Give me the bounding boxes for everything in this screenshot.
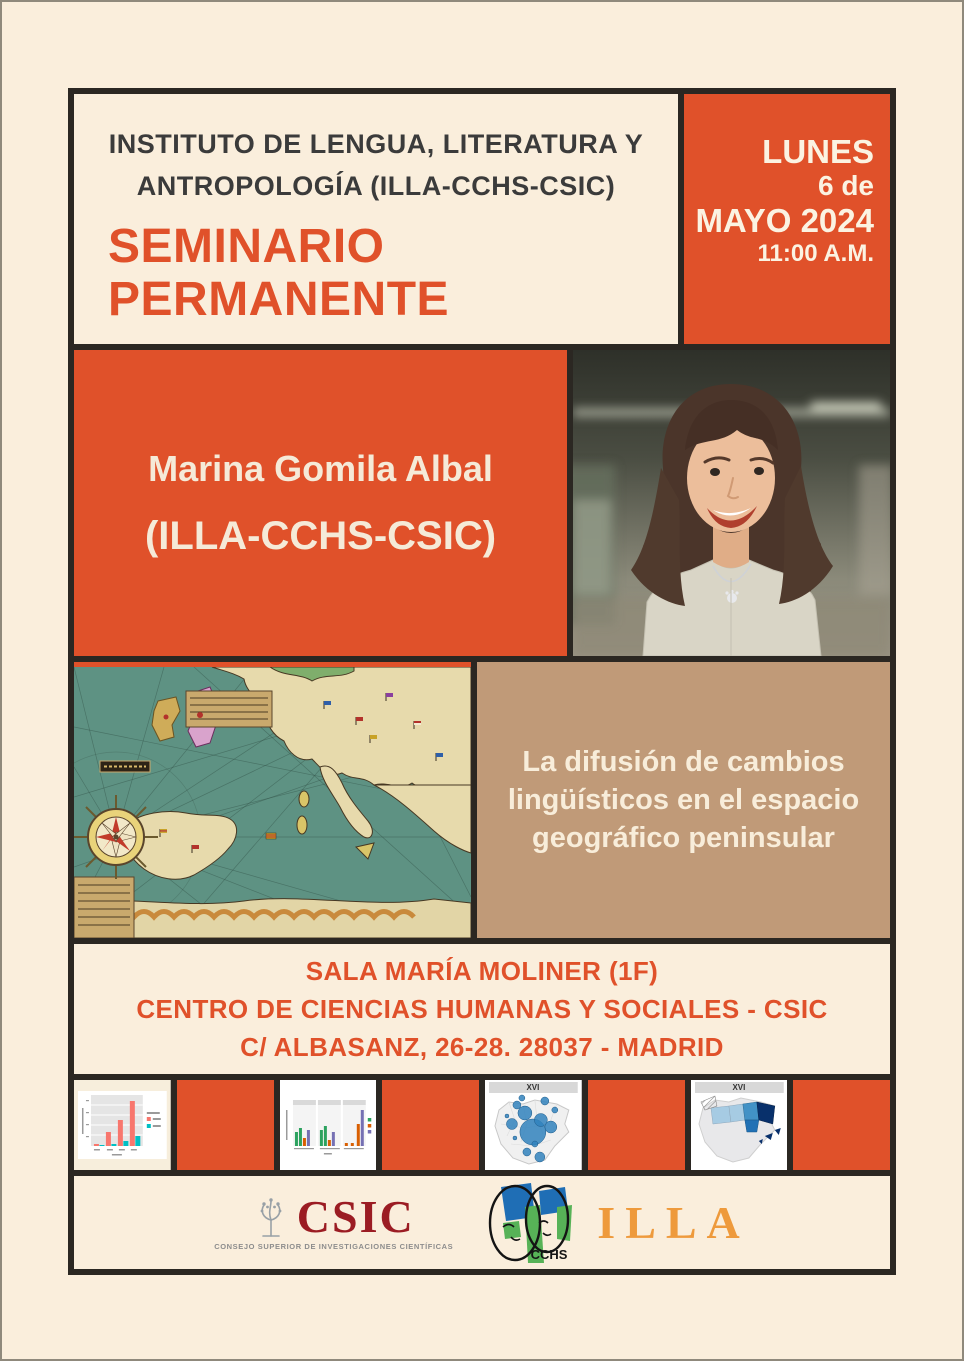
csic-tree-icon: [253, 1196, 289, 1238]
talk-title-line-2: lingüísticos en el espacio: [507, 783, 860, 816]
speaker-affiliation: (ILLA-CCHS-CSIC): [144, 513, 497, 558]
csic-logo: [214, 1191, 454, 1251]
date-panel: [684, 94, 890, 344]
orange-divider-cell: [177, 1080, 274, 1170]
csic-acronym: CSIC: [296, 1191, 415, 1242]
poster-frame: [68, 88, 896, 1275]
talk-title-line-3: geográfico peninsular: [532, 822, 835, 855]
speaker-panel: [74, 350, 567, 656]
series-line-1: SEMINARIO: [108, 219, 385, 273]
bar-chart-thumbnail: [74, 1080, 171, 1170]
cchs-logo: [473, 1179, 577, 1267]
bubble-map-century-label: XVI: [526, 1082, 540, 1093]
bar-chart-mini: [74, 1080, 171, 1170]
orange-divider-cell: [382, 1080, 479, 1170]
institute-line-2: ANTROPOLOGÍA (ILLA-CCHS-CSIC): [136, 170, 616, 201]
venue-center: CENTRO DE CIENCIAS HUMANAS Y SOCIALES - CSIC: [136, 993, 828, 1024]
series-line-2: PERMANENTE: [108, 273, 450, 327]
logos-panel: [74, 1176, 890, 1269]
orange-divider-cell: [793, 1080, 890, 1170]
historic-map-panel: [74, 662, 471, 938]
speaker-name: Marina Gomila Albal: [148, 447, 493, 489]
talk-title-panel: [477, 662, 890, 938]
date-month-year: MAYO 2024: [695, 202, 874, 240]
speaker-photo: [573, 350, 890, 656]
choropleth-map-thumbnail: [691, 1080, 788, 1170]
header-panel: [74, 94, 678, 344]
faceted-bar-chart-thumbnail: [280, 1080, 377, 1170]
choropleth-century-label: XVI: [731, 1082, 745, 1093]
csic-tagline: CONSEJO SUPERIOR DE INVESTIGACIONES CIENTÍFICAS: [214, 1242, 454, 1251]
orange-divider-cell: [588, 1080, 685, 1170]
bubble-map-mini: [485, 1080, 582, 1170]
venue-panel: [74, 944, 890, 1074]
compass-rose-icon: [74, 795, 158, 879]
institute-line-1: INSTITUTO DE LENGUA, LITERATURA Y: [108, 129, 644, 159]
talk-title-line-1: La difusión de cambios: [522, 745, 845, 778]
illa-logo: ILLA: [597, 1197, 750, 1248]
faceted-bar-chart-mini: [280, 1080, 377, 1170]
date-weekday: LUNES: [762, 133, 874, 170]
institute-name: [74, 124, 678, 208]
date-day: 6 de: [817, 170, 874, 202]
date-time: 11:00 A.M.: [757, 240, 874, 268]
venue-room: SALA MARÍA MOLINER (1F): [305, 955, 659, 986]
speaker-portrait-illustration: [573, 350, 890, 656]
series-title: [74, 220, 678, 328]
choropleth-map-mini: [691, 1080, 788, 1170]
venue-address: C/ ALBASANZ, 26-28. 28037 - MADRID: [240, 1031, 724, 1062]
bubble-map-thumbnail: [485, 1080, 582, 1170]
figure-thumbnail-strip: [74, 1080, 890, 1170]
cchs-label: CCHS: [530, 1246, 568, 1262]
portolan-map-illustration: [74, 667, 471, 938]
